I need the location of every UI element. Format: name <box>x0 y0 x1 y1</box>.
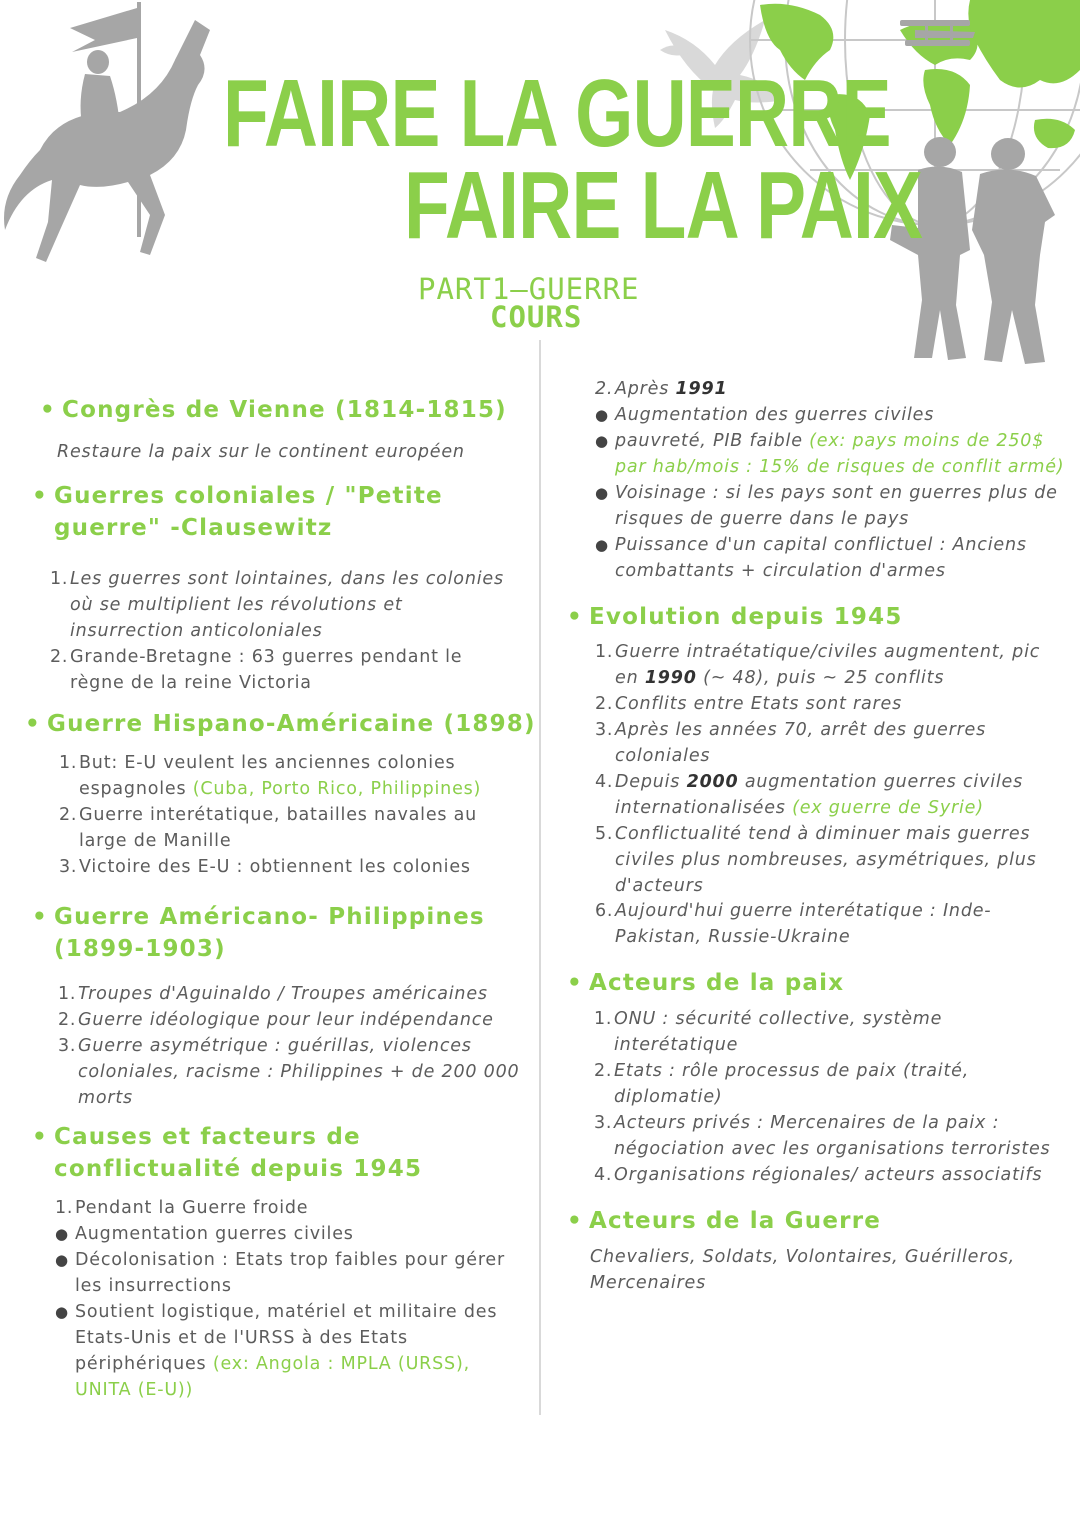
heading-causes-facteurs: • Causes et facteurs de conflictualité depuis 1945 <box>32 1124 423 1182</box>
list-item: 1. ONU : sécurité collective, système interétatique <box>594 1009 943 1055</box>
list-item: 3. Après les années 70, arrêt des guerres coloniales <box>595 720 987 766</box>
title-line-1: FAIRE LA GUERRE <box>223 60 891 167</box>
list-item: 6. Aujourd'hui guerre interétatique : Inde- Pakistan, Russie-Ukraine <box>595 901 992 947</box>
list-item: 4. Organisations régionales/ acteurs associatifs <box>594 1165 1043 1185</box>
acteurs-guerre-text: Chevaliers, Soldats, Volontaires, Guérilleros, Mercenaires <box>590 1247 1016 1293</box>
list-item: 1. Troupes d'Aguinaldo / Troupes américaines <box>58 984 488 1004</box>
bullet-item: ● Puissance d'un capital conflictuel : Anciens combattants + circulation d'armes <box>595 535 1027 581</box>
congres-vienne-text: Restaure la paix sur le continent européen <box>57 442 465 462</box>
heading-acteurs-paix: • Acteurs de la paix <box>567 970 845 996</box>
column-divider <box>539 340 541 1415</box>
list-item: 2. Grande-Bretagne : 63 guerres pendant le règne de la reine Victoria <box>50 647 463 693</box>
list-item: 1. Guerre intraétatique/civiles augmentent, pic en 1990 (~ 48), puis ~ 25 conflits <box>595 642 1041 688</box>
heading-acteurs-guerre: • Acteurs de la Guerre <box>567 1208 882 1234</box>
bullet-item: ● Décolonisation : Etats trop faibles pour gérer les insurrections <box>55 1250 505 1296</box>
cours-label: COURS <box>490 300 583 334</box>
title-line-2: FAIRE LA PAIX <box>404 152 923 259</box>
list-item: 2. Guerre interétatique, batailles navales au large de Manille <box>59 805 478 851</box>
part-label: PART1–GUERRE <box>418 272 640 306</box>
list-item: 3. Victoire des E-U : obtiennent les colonies <box>59 857 471 877</box>
list-item: 4. Depuis 2000 augmentation guerres civiles internationalisées (ex guerre de Syrie) <box>595 772 1024 818</box>
horse-rider-illustration <box>0 0 230 270</box>
list-item: 1. But: E-U veulent les anciennes colonies espagnoles (Cuba, Porto Rico, Philippines) <box>59 753 482 799</box>
bullet-item: ● pauvreté, PIB faible (ex: pays moins de 250$ par hab/mois : 15% de risques de conflit armé) <box>595 431 1065 477</box>
heading-guerre-americano-philippines: • Guerre Américano- Philippines (1899-1903) <box>32 904 485 962</box>
heading-guerres-coloniales: • Guerres coloniales / "Petite guerre" -Clausewitz <box>32 483 443 541</box>
bullet-item: ● Augmentation des guerres civiles <box>595 405 935 425</box>
bullet-item: ● Augmentation guerres civiles <box>55 1224 354 1244</box>
heading-evolution-1945: • Evolution depuis 1945 <box>567 604 903 630</box>
bullet-item: ● Voisinage : si les pays sont en guerres plus de risques de guerre dans le pays <box>595 483 1058 529</box>
list-item: 3. Acteurs privés : Mercenaires de la paix : négociation avec les organisations terroristes <box>594 1113 1051 1159</box>
list-item: 1. Les guerres sont lointaines, dans les colonies où se multiplient les révolutions et insurrection anticoloniales <box>50 569 504 641</box>
list-item: 2. Après 1991 <box>595 379 728 399</box>
list-item: 2. Etats : rôle processus de paix (traité, diplomatie) <box>594 1061 970 1107</box>
list-item: 5. Conflictualité tend à diminuer mais guerres civiles plus nombreuses, asymétriques, plus d'acteurs <box>595 824 1037 896</box>
bullet-item: ● Soutient logistique, matériel et militaire des Etats-Unis et de l'URSS à des Etats périphériques (ex: Angola : MPLA (URSS), UNITA (E-U)) <box>55 1302 498 1400</box>
list-item: 2. Guerre idéologique pour leur indépendance <box>58 1010 494 1030</box>
heading-guerre-hispano-americaine: • Guerre Hispano-Américaine (1898) <box>25 711 536 737</box>
list-item: 2. Conflits entre Etats sont rares <box>595 694 903 714</box>
heading-congres-vienne: • Congrès de Vienne (1814-1815) <box>40 397 507 423</box>
list-item: 1. Pendant la Guerre froide <box>55 1198 309 1218</box>
list-item: 3. Guerre asymétrique : guérillas, violences coloniales, racisme : Philippines + de 200 000 morts <box>58 1036 520 1108</box>
biplane-illustration <box>895 12 980 62</box>
